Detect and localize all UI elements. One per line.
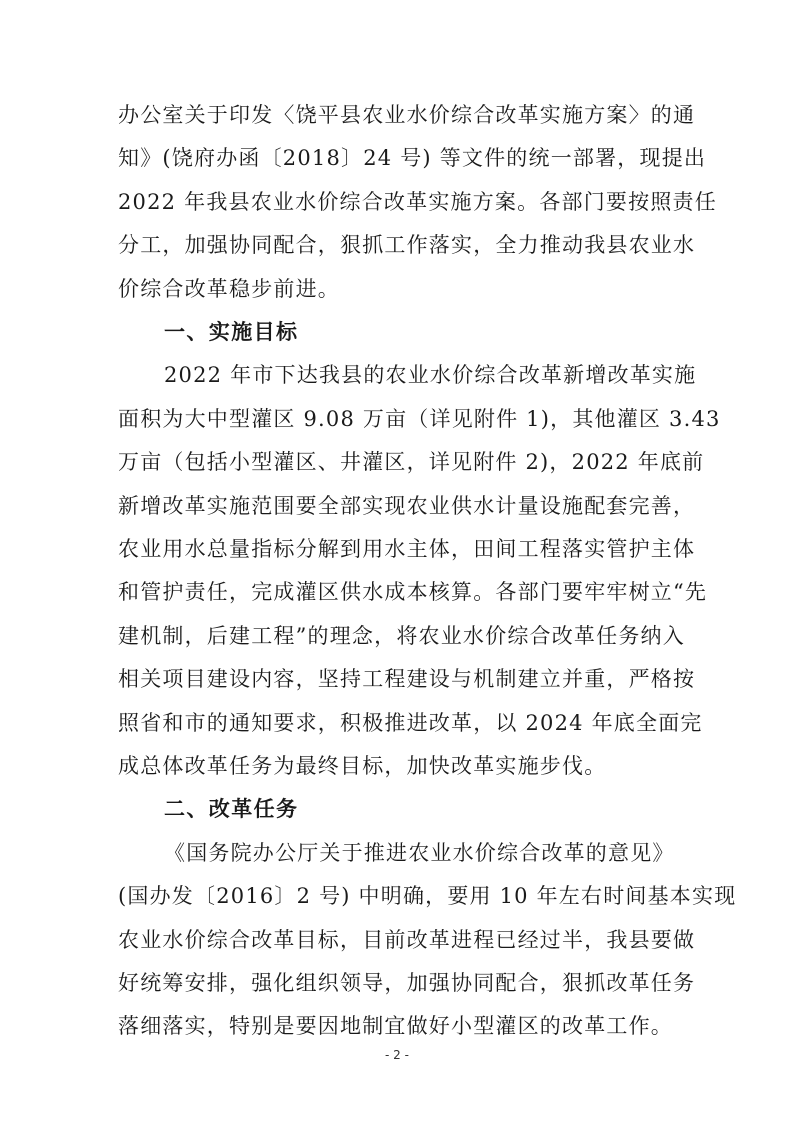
text-line: 2022 年市下达我县的农业水价综合改革新增改革实施 xyxy=(164,363,697,388)
text-line: 办公室关于印发〈饶平县农业水价综合改革实施方案〉的通 xyxy=(118,103,696,127)
text-line: (国办发〔2016〕2 号) 中明确，要用 10 年左右时间基本实现 xyxy=(118,884,737,909)
text-line: 2022 年我县农业水价综合改革实施方案。各部门要按照责任 xyxy=(118,189,717,214)
text-line: 面积为大中型灌区 9.08 万亩（详见附件 1)，其他灌区 3.43 xyxy=(118,406,721,431)
text-line: 农业用水总量指标分解到用水主体，田间工程落实管护主体 xyxy=(118,537,696,561)
section-heading-tasks: 二、改革任务 xyxy=(164,797,299,822)
text-line: 好统筹安排，强化组织领导，加强协同配合，狠抓改革任务 xyxy=(118,971,696,995)
text-line: 相关项目建设内容，坚持工程建设与机制建立并重，严格按 xyxy=(118,667,696,692)
text-line: 照省和市的通知要求，积极推进改革，以 2024 年底全面完 xyxy=(118,710,703,735)
section-heading-goals: 一、实施目标 xyxy=(164,320,299,344)
text-line: 落细落实，特别是要因地制宜做好小型灌区的改革工作。 xyxy=(118,1014,673,1039)
page-number: - 2 - xyxy=(385,1048,409,1062)
text-line: 建机制，后建工程”的理念，将农业水价综合改革任务纳入 xyxy=(118,623,685,648)
text-line: 《国务院办公厅关于推进农业水价综合改革的意见》 xyxy=(164,840,675,865)
text-line: 万亩（包括小型灌区、井灌区，详见附件 2)，2022 年底前 xyxy=(118,450,705,475)
text-line: 价综合改革稳步前进。 xyxy=(118,276,340,301)
text-line: 分工，加强协同配合，狠抓工作落实，全力推动我县农业水 xyxy=(118,233,696,258)
text-line: 新增改革实施范围要全部实现农业供水计量设施配套完善， xyxy=(118,493,696,518)
text-line: 成总体改革任务为最终目标，加快改革实施步伐。 xyxy=(118,754,607,778)
text-line: 和管护责任，完成灌区供水成本核算。各部门要牢牢树立“先 xyxy=(118,580,708,605)
text-line: 农业水价综合改革目标，目前改革进程已经过半，我县要做 xyxy=(118,927,696,952)
text-line: 知》(饶府办函〔2018〕24 号) 等文件的统一部署，现提出 xyxy=(118,146,707,171)
